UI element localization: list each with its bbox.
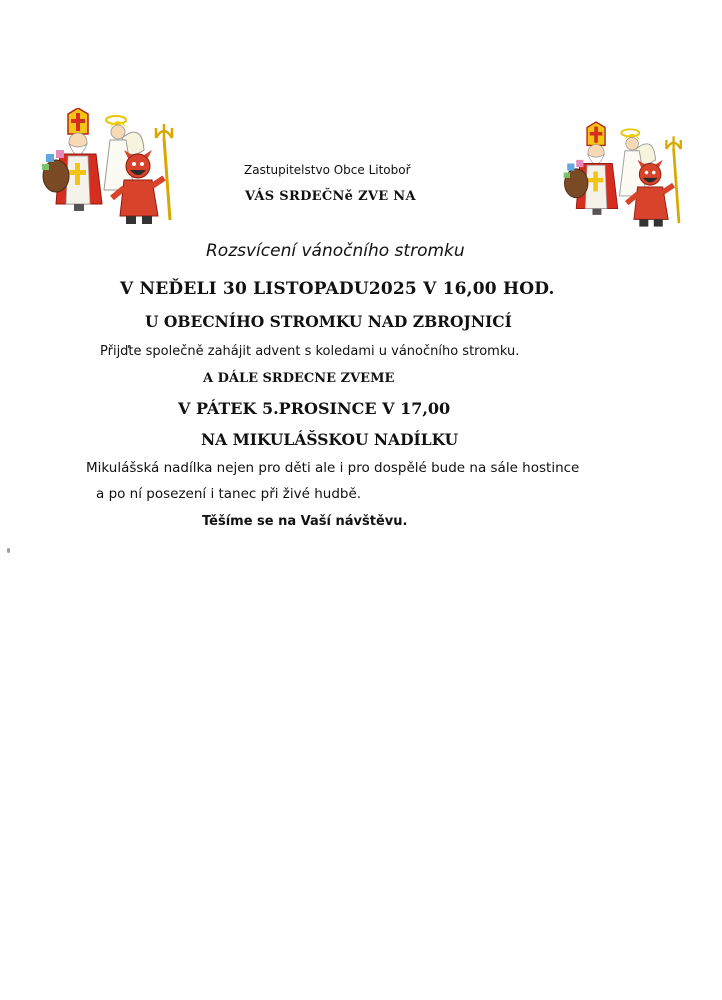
saint-nicholas-figure <box>42 108 102 211</box>
second-event-description-line1: Mikulášská nadílka nejen pro děti ale i pro dospělé bude na sále hostince <box>86 460 580 476</box>
second-event-datetime: V PÁTEK 5.PROSINCE V 17,00 <box>178 399 451 418</box>
saint-nicholas-illustration-left <box>38 108 180 230</box>
saint-nicholas-illustration-right <box>560 116 688 238</box>
second-event-description-line2: a po ní posezení i tanec při živé hudbě. <box>96 486 362 502</box>
event-datetime: V NEĎELI 30 LISTOPADU2025 V 16,00 HOD. <box>120 279 555 299</box>
saint-nicholas-figure <box>564 122 618 215</box>
angel-figure <box>619 129 655 196</box>
event-description: Přijďte společně zahájit advent s koledami u vánočního stromku. <box>100 344 520 359</box>
event-location: U OBECNÍHO STROMKU NAD ZBROJNICÍ <box>145 312 512 331</box>
angel-figure <box>104 116 144 190</box>
second-event-title: NA MIKULÁŠSKOU NADÍLKU <box>201 430 459 449</box>
scan-speck <box>7 548 10 553</box>
event-title: Rozsvícení vánočního stromku <box>206 241 465 261</box>
invite-heading: VÁS SRDEČNě ZVE NA <box>245 189 416 204</box>
second-event-intro: A DÁLE SRDECNE ZVEME <box>203 371 395 386</box>
organizer-name: Zastupitelstvo Obce Litoboř <box>244 163 411 177</box>
closing-message: Těšíme se na Vaší návštěvu. <box>202 514 408 529</box>
